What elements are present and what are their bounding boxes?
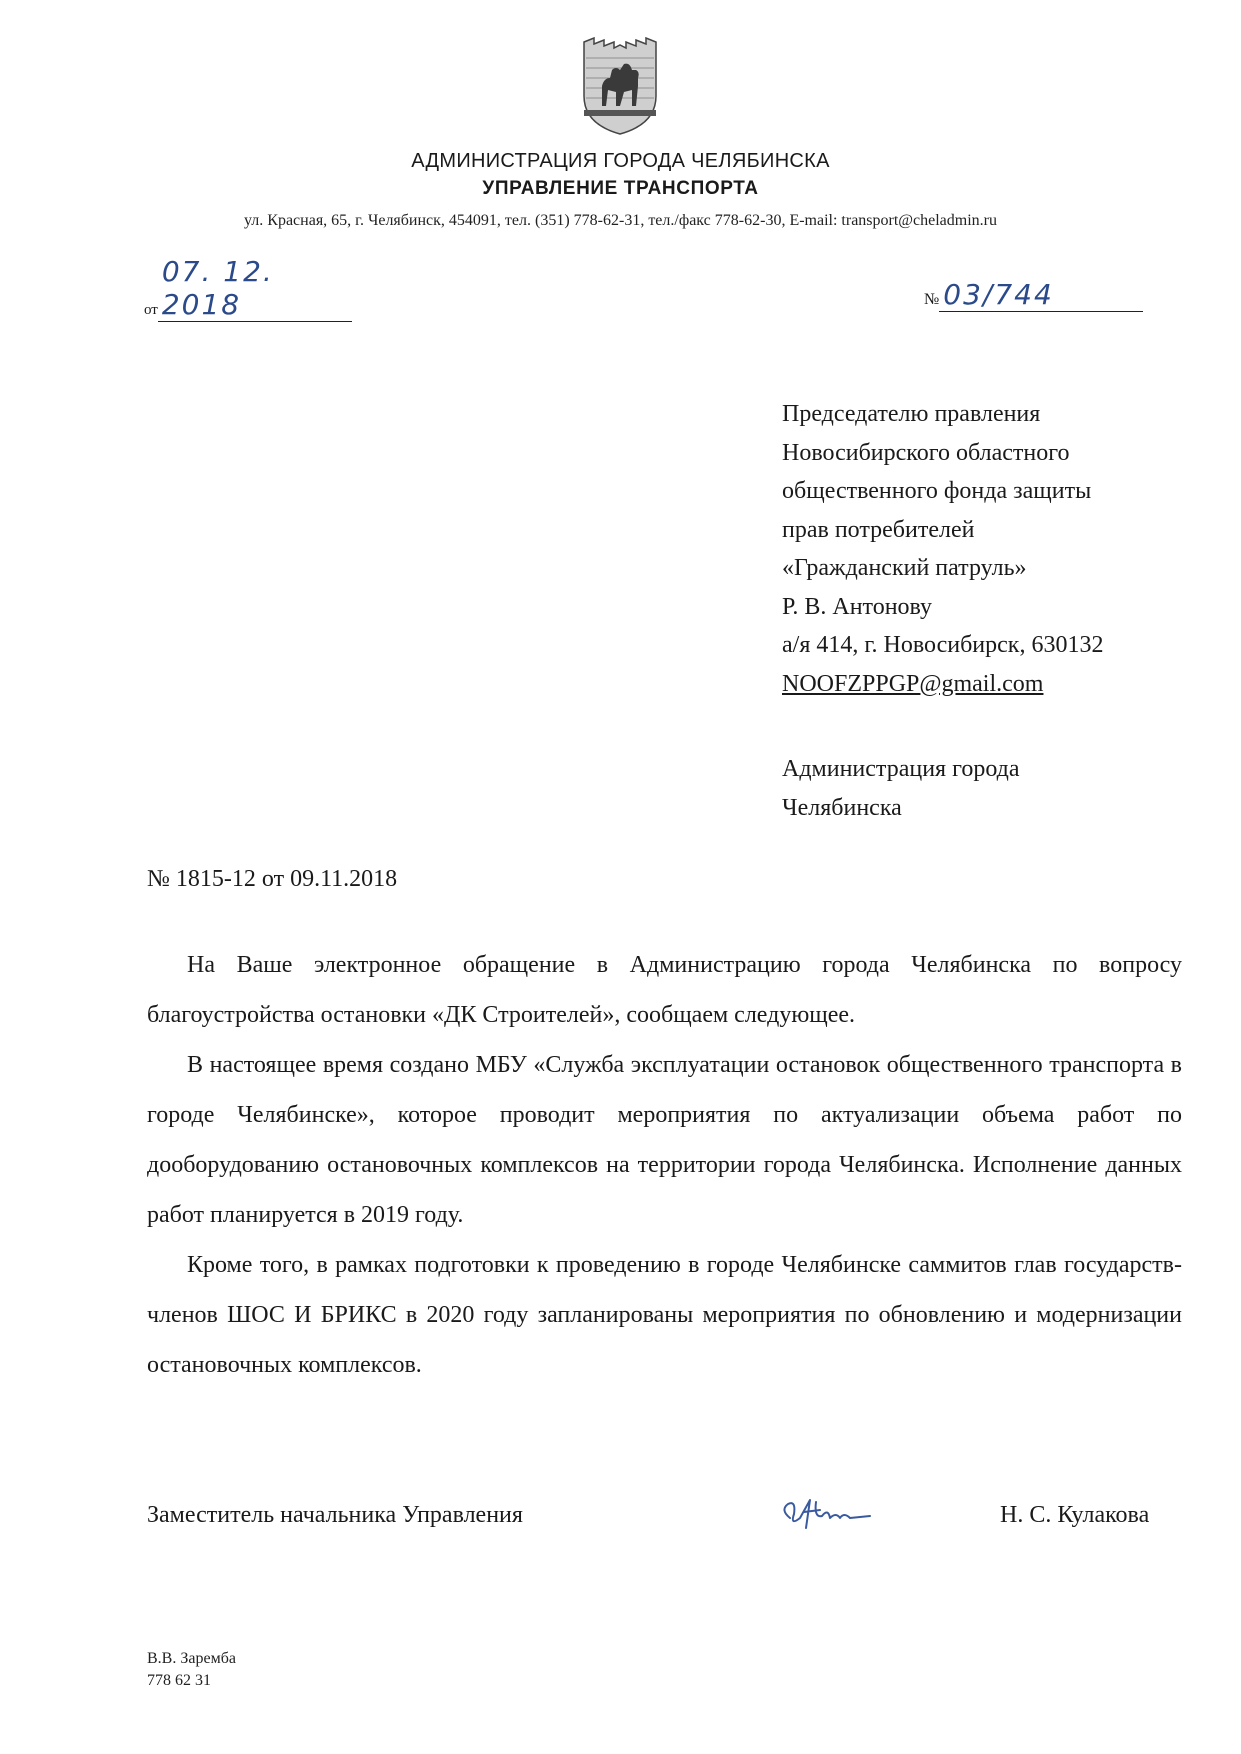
- letter-body: [147, 940, 1182, 1390]
- body-paragraph: В настоящее время создано МБУ «Служба эксплуатации остановок общественного транспорта в городе Челябинске», которое проводит мероприятия по актуализации объема работ по дооборудованию остановочных комплексов на территории города Челябинска. Исполнение данных работ планируется в 2019 году.: [147, 1052, 1182, 1228]
- addressee-line: Р. В. Антонову: [782, 593, 933, 620]
- handwritten-signature-icon: [770, 1488, 890, 1538]
- body-paragraph: На Ваше электронное обращение в Администрацию города Челябинска по вопросу благоустройства остановки «ДК Строителей», сообщаем следующее.: [147, 952, 1182, 1028]
- registration-number-field: [924, 278, 1143, 312]
- handwritten-number: 03/744: [939, 278, 1143, 312]
- executor-phone: 778 62 31: [147, 1672, 211, 1689]
- addressee-line: прав потребителей: [782, 516, 975, 543]
- addressee-email-link[interactable]: NOOFZPPGP@gmail.com: [782, 670, 1044, 697]
- executor-name: В.В. Заремба: [147, 1650, 236, 1667]
- addressee-line: Председателю правления: [782, 401, 1041, 427]
- date-label: от: [144, 302, 158, 318]
- number-label: №: [924, 291, 940, 308]
- signatory-name: Н. С. Кулакова: [1000, 1502, 1150, 1528]
- signatory-position: Заместитель начальника Управления: [147, 1502, 523, 1528]
- department-title: УПРАВЛЕНИЕ ТРАНСПОРТА: [482, 178, 759, 199]
- addressee-line: Новосибирского областного: [782, 439, 1070, 466]
- addressee-line: общественного фонда защиты: [782, 478, 1092, 504]
- reference-number: № 1815-12 от 09.11.2018: [147, 866, 398, 892]
- copy-to-line: Челябинска: [782, 794, 902, 821]
- addressee-line: а/я 414, г. Новосибирск, 630132: [782, 632, 1104, 658]
- coat-of-arms-icon: [580, 36, 660, 136]
- contact-address-line: ул. Красная, 65, г. Челябинск, 454091, тел. (351) 778-62-31, тел./факс 778-62-30, E-mail: transport@cheladmin.ru: [244, 212, 997, 229]
- copy-to-block: [782, 750, 1020, 827]
- body-paragraph: Кроме того, в рамках подготовки к проведению в городе Челябинске саммитов глав государств-членов ШОС И БРИКС в 2020 году запланированы мероприятия по обновлению и модернизации остановочных комплексов.: [147, 1252, 1182, 1378]
- organization-title: АДМИНИСТРАЦИЯ ГОРОДА ЧЕЛЯБИНСКА: [411, 150, 830, 172]
- copy-to-line: Администрация города: [782, 756, 1020, 782]
- addressee-line: «Гражданский патруль»: [782, 555, 1027, 581]
- addressee-block: [782, 395, 1222, 703]
- handwritten-date: 07. 12. 2018: [158, 255, 352, 322]
- registration-date-field: [144, 255, 352, 322]
- executor-block: [147, 1648, 236, 1692]
